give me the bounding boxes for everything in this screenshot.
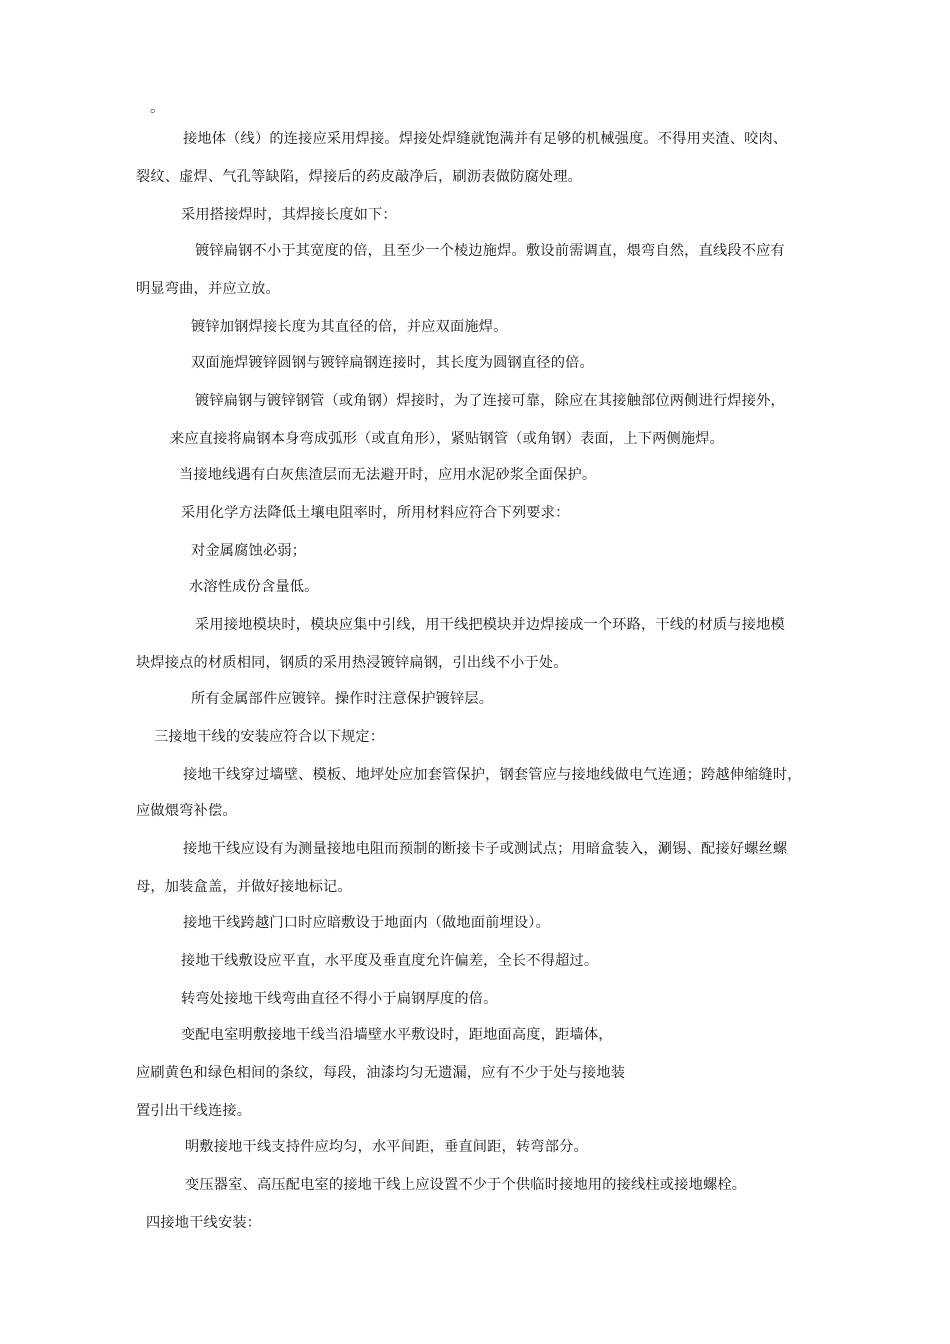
- text-line: 变压器室、高压配电室的接地干线上应设置不少于个供临时接地用的接线柱或接地螺栓。: [185, 1177, 747, 1193]
- text-line: 块焊接点的材质相同，钢质的采用热浸镀锌扁钢，引出线不小于处。: [136, 655, 568, 671]
- text-line: 变配电室明敷接地干线当沿墙壁水平敷设时，距地面高度，距墙体，: [181, 1027, 613, 1043]
- text-line: 接地干线应设有为测量接地电阻而预制的断接卡子或测试点；用暗盒装入，涮锡、配接好螺丝螺: [183, 841, 788, 857]
- text-line: 。: [150, 100, 165, 116]
- text-line: 接地干线穿过墙壁、模板、地坪处应加套管保护，钢套管应与接地线做电气连通；跨越伸缩缝时，: [183, 767, 802, 783]
- text-line: 镀锌扁钢与镀锌钢管（或角钢）焊接时，为了连接可靠，除应在其接触部位两侧进行焊接外，: [195, 393, 785, 409]
- text-line: 对金属腐蚀必弱；: [191, 543, 307, 559]
- text-line: 明显弯曲，并应立放。: [136, 281, 280, 297]
- text-line: 应刷黄色和绿色相间的条纹，每段，油漆均匀无遗漏，应有不少于处与接地装: [136, 1065, 626, 1081]
- text-line: 接地干线跨越门口时应暗敷设于地面内（做地面前埋设）。: [183, 915, 550, 931]
- text-line: 来应直接将扁钢本身弯成弧形（或直角形），紧贴钢管（或角钢）表面，上下两侧施焊。: [170, 431, 725, 447]
- text-line: 采用化学方法降低土壤电阻率时，所用材料应符合下列要求：: [181, 505, 570, 521]
- text-line: 水溶性成份含量低。: [189, 579, 319, 595]
- text-line: 镀锌扁钢不小于其宽度的倍，且至少一个棱边施焊。敷设前需调直，煨弯自然，直线段不应有: [195, 243, 785, 259]
- text-line: 双面施焊镀锌圆钢与镀锌扁钢连接时，其长度为圆钢直径的倍。: [191, 355, 594, 371]
- text-line: 接地体（线）的连接应采用焊接。焊接处焊缝就饱满并有足够的机械强度。不得用夹渣、咬肉、: [183, 131, 788, 147]
- text-line: 明敷接地干线支持件应均匀，水平间距，垂直间距，转弯部分。: [185, 1139, 588, 1155]
- text-line: 三接地干线的安装应符合以下规定：: [154, 729, 385, 745]
- text-line: 转弯处接地干线弯曲直径不得小于扁钢厚度的倍。: [181, 991, 498, 1007]
- text-line: 应做煨弯补偿。: [136, 803, 237, 819]
- text-line: 镀锌加钢焊接长度为其直径的倍，并应双面施焊。: [191, 319, 508, 335]
- text-line: 置引出干线连接。: [136, 1103, 252, 1119]
- text-line: 接地干线敷设应平直，水平度及垂直度允许偏差，全长不得超过。: [181, 953, 599, 969]
- text-line: 当接地线遇有白灰焦渣层而无法避开时，应用水泥砂浆全面保护。: [179, 467, 597, 483]
- text-line: 采用接地模块时，模块应集中引线，用干线把模块并边焊接成一个环路，干线的材质与接地模: [195, 617, 785, 633]
- text-line: 母，加装盒盖，并做好接地标记。: [136, 879, 352, 895]
- text-line: 裂纹、虚焊、气孔等缺陷，焊接后的药皮敲净后，刷沥表做防腐处理。: [136, 169, 583, 185]
- text-line: 四接地干线安装：: [146, 1215, 262, 1231]
- text-line: 采用搭接焊时，其焊接长度如下：: [181, 207, 397, 223]
- text-line: 所有金属部件应镀锌。操作时注意保护镀锌层。: [191, 691, 494, 707]
